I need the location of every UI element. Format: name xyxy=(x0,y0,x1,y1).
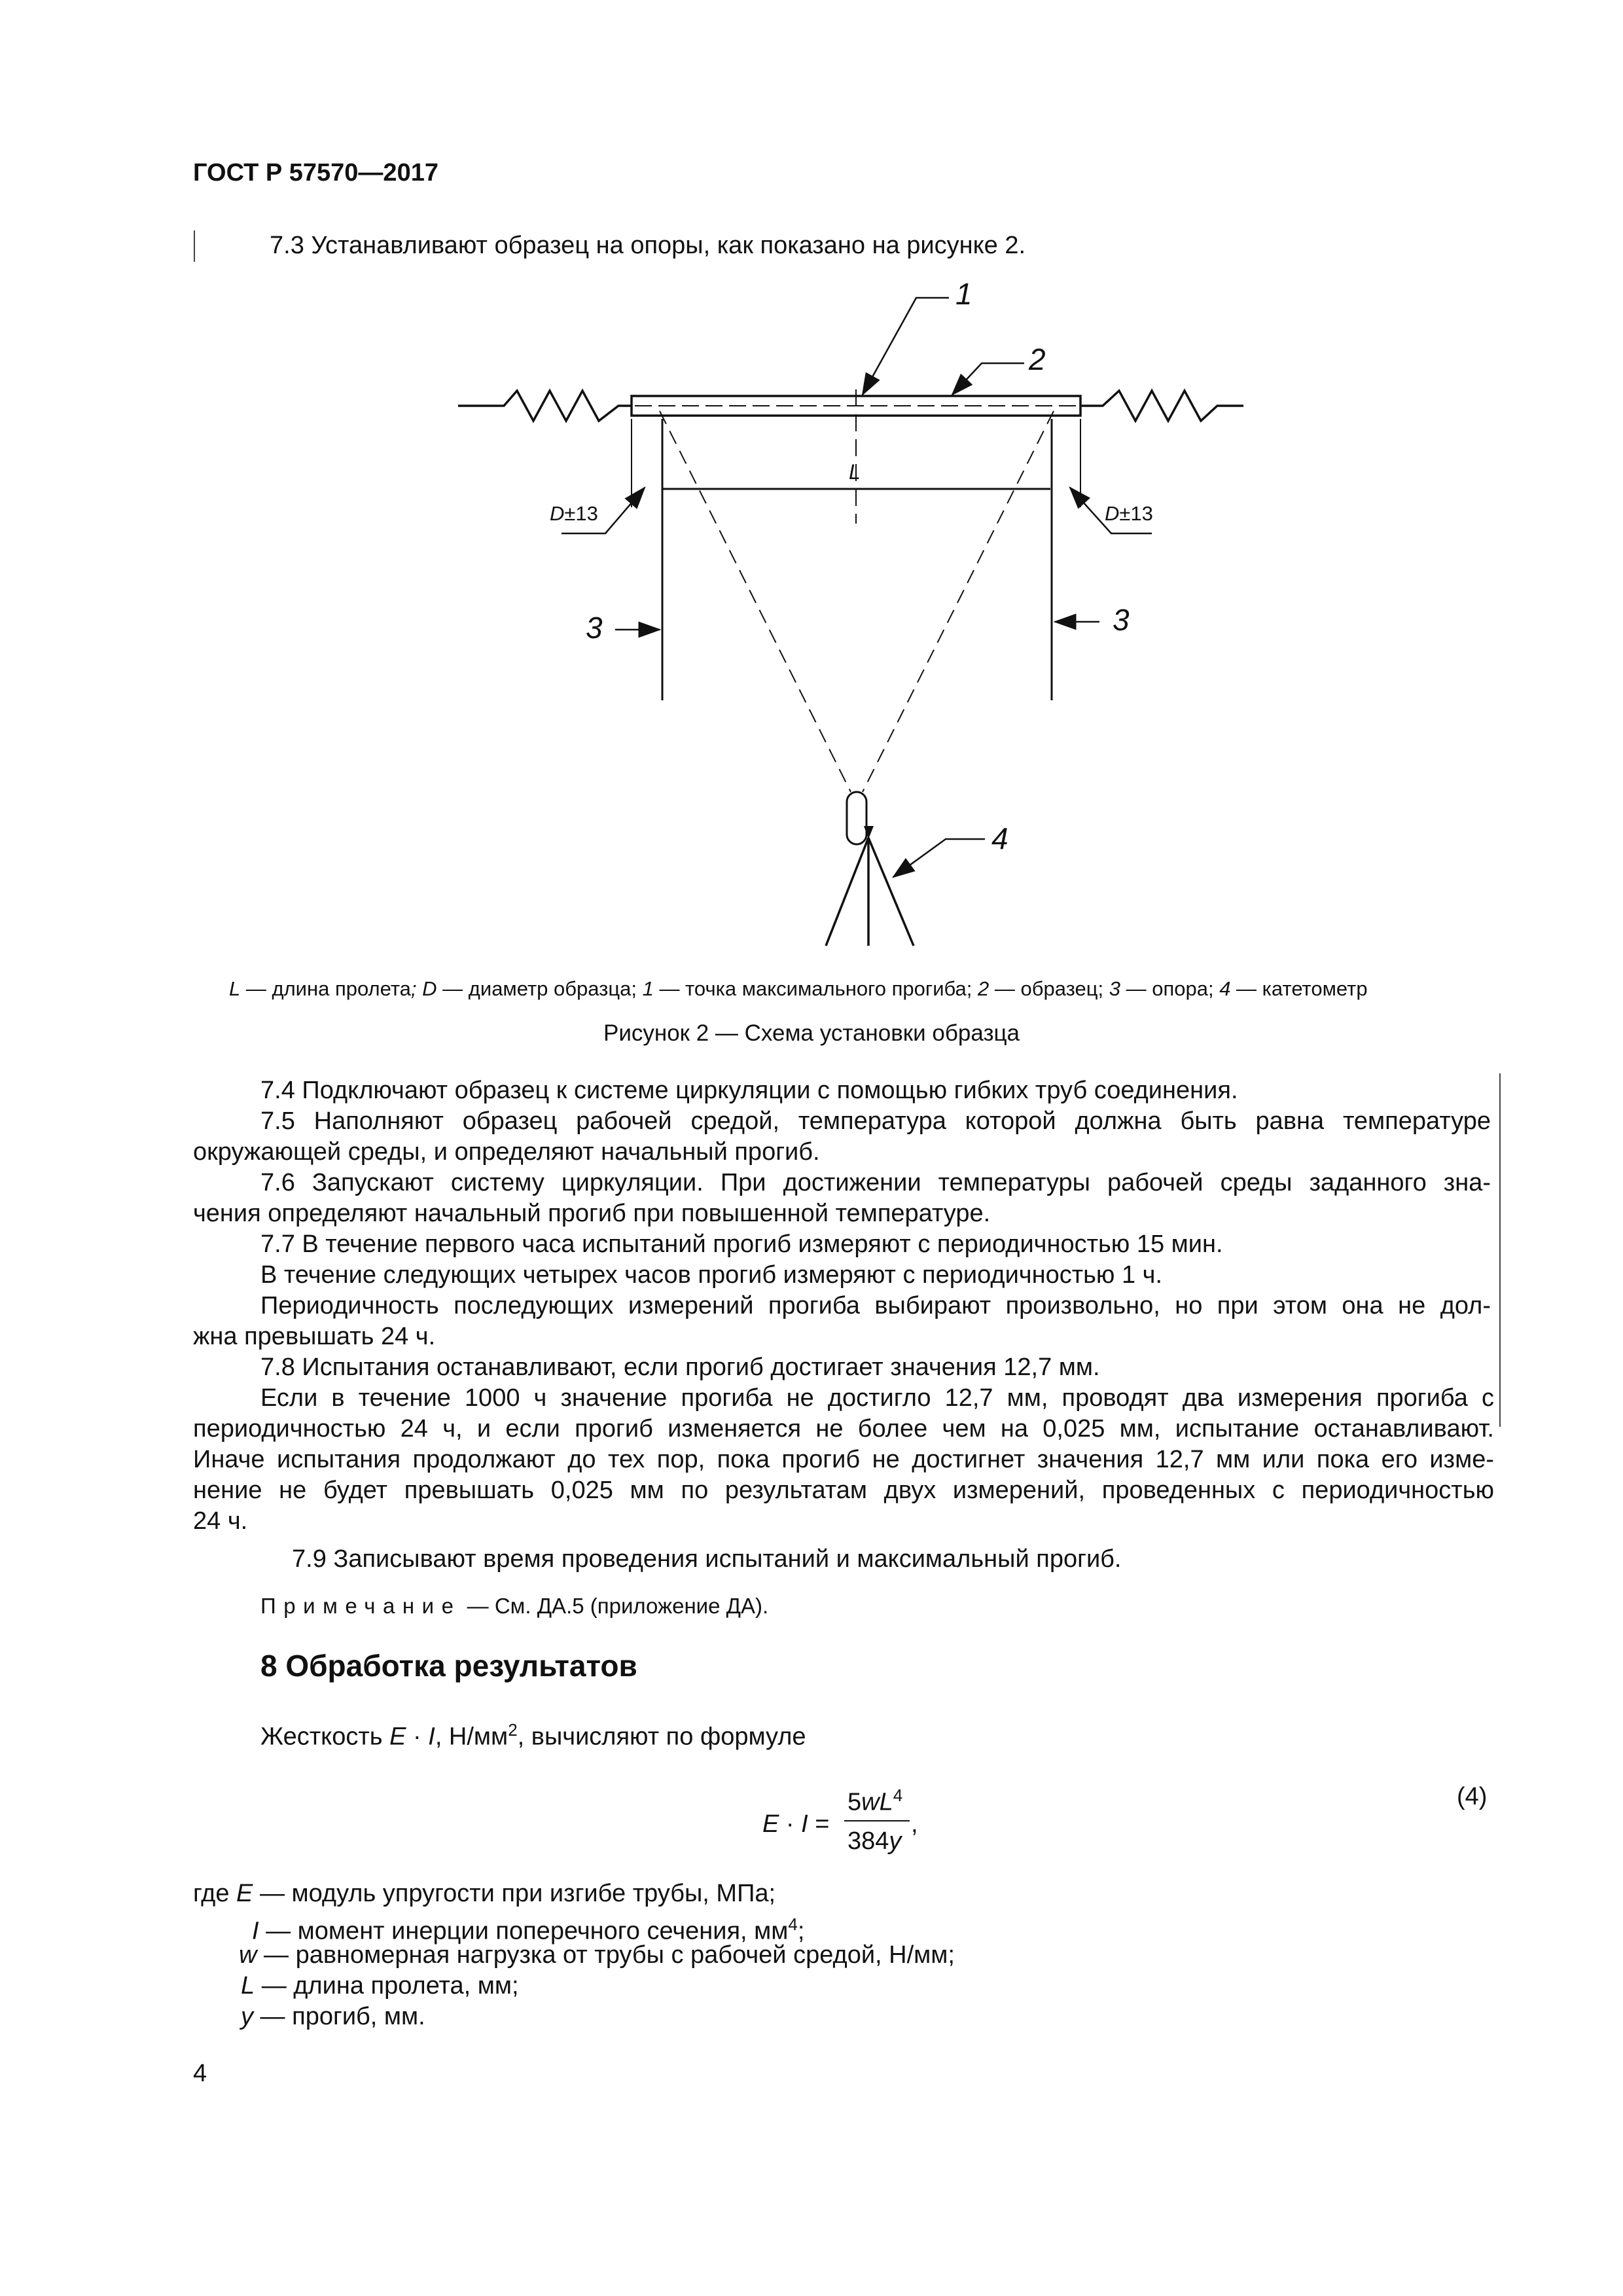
label-D-left: D±13 xyxy=(550,502,598,525)
where-w: w — равномерная нагрузка от трубы с рабочей средой, Н/мм; xyxy=(239,1941,955,1969)
para-7-6-line1: 7.6 Запускают систему циркуляции. При достижении температуры рабочей среды заданного зна- xyxy=(260,1169,1491,1196)
label-1: 1 xyxy=(955,277,972,311)
right-spring xyxy=(1081,391,1243,421)
formula-numerator: $5wL^4$ xyxy=(847,1785,903,1816)
para-7-6-line2: чения определяют начальный прогиб при повышенной температуре. xyxy=(193,1200,991,1227)
para-7-5-line2: окружающей среды, и определяют начальный прогиб. xyxy=(193,1138,820,1166)
figure-2-diagram xyxy=(0,262,1623,969)
para-7-8-line4: Иначе испытания продолжают до тех пор, пока прогиб не достигнет значения 12,7 мм или пока его изме- xyxy=(193,1446,1494,1473)
formula-denominator: 384y xyxy=(847,1827,902,1855)
note: Примечание — См. ДА.5 (приложение ДА). xyxy=(260,1594,769,1618)
figure-legend: L — длина пролета; D — диаметр образца; 1 — точка максимального прогиба; 2 — образец; 3 — опора; 4 — катетометр xyxy=(229,977,1368,1000)
where-L: L — длина пролета, мм; xyxy=(241,1972,519,2000)
cathetometer-eyepiece xyxy=(847,792,866,844)
para-7-8-line5: нение не будет превышать 0,025 мм по результатам двух измерений, проведенных с периодичностью xyxy=(193,1477,1494,1504)
para-7-8-line3: периодичностью 24 ч, и если прогиб изменяется не более чем на 0,025 мм, испытание останавливают. xyxy=(193,1415,1494,1443)
label-3-left: 3 xyxy=(586,611,603,645)
page-number: 4 xyxy=(193,2060,207,2087)
para-7-3: 7.3 Устанавливают образец на опоры, как показано на рисунке 2. xyxy=(270,232,1026,259)
stiffness-intro: Жесткость E · I, $Н/мм^2$, вычисляют по формуле xyxy=(260,1720,806,1751)
where-E: где E — модуль упругости при изгибе трубы, МПа; xyxy=(193,1880,776,1907)
para-7-7-line4: жна превышать 24 ч. xyxy=(193,1323,436,1350)
where-y: y — прогиб, мм. xyxy=(241,2003,425,2030)
tripod-right-leg xyxy=(868,838,914,946)
para-7-9: 7.9 Записывают время проведения испытаний и максимальный прогиб. xyxy=(292,1545,1122,1573)
where-I: I — момент инерции поперечного сечения, $мм^4$; xyxy=(252,1914,805,1945)
tripod-left-leg xyxy=(826,838,868,946)
label-2: 2 xyxy=(1029,342,1046,376)
change-bar xyxy=(1499,1073,1501,1427)
para-7-7-line2: В течение следующих четырех часов прогиб измеряют с периодичностью 1 ч. xyxy=(260,1261,1163,1289)
label-4: 4 xyxy=(991,821,1008,855)
formula-number: (4) xyxy=(1457,1783,1488,1810)
label-3-right: 3 xyxy=(1113,603,1130,637)
label-L: L xyxy=(849,460,861,484)
para-7-7-line3: Периодичность последующих измерений прогиба выбирают произвольно, но при этом она не дол- xyxy=(260,1292,1491,1319)
para-7-4: 7.4 Подключают образец к системе циркуляции с помощью гибких труб соединения. xyxy=(260,1077,1238,1104)
para-7-5-line1: 7.5 Наполняют образец рабочей средой, температура которой должна быть равна температуре xyxy=(260,1107,1491,1135)
change-bar xyxy=(194,230,195,262)
para-7-8-line6: 24 ч. xyxy=(193,1507,248,1535)
sight-line-left xyxy=(660,411,851,792)
document-header: ГОСТ Р 57570—2017 xyxy=(193,159,438,187)
sight-line-right xyxy=(863,411,1054,792)
figure-caption: Рисунок 2 — Схема установки образца xyxy=(603,1020,1020,1046)
label-D-right: D±13 xyxy=(1105,502,1153,525)
para-7-7-line1: 7.7 В течение первого часа испытаний прогиб измеряют с периодичностью 15 мин. xyxy=(260,1230,1223,1258)
section-8-heading: 8 Обработка результатов xyxy=(260,1649,637,1683)
left-spring xyxy=(458,391,632,421)
para-7-8-line1: 7.8 Испытания останавливают, если прогиб достигает значения 12,7 мм. xyxy=(260,1354,1100,1381)
fraction-bar xyxy=(844,1820,910,1821)
para-7-8-line2: Если в течение 1000 ч значение прогиба не достигло 12,7 мм, проводят два измерения прогиба с xyxy=(260,1384,1494,1412)
